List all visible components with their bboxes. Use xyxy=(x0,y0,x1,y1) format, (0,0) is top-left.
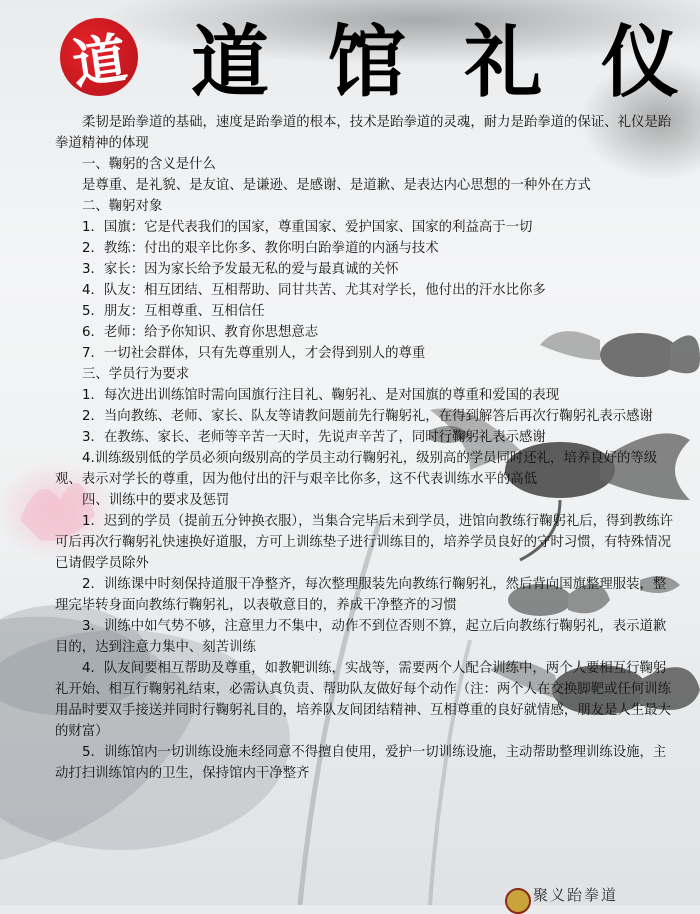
list-item: 6．老师：给予你知识、教育你思想意志 xyxy=(82,325,319,340)
list-item: 2．训练课中时刻保持道服干净整齐，每次整理服装先向教练行鞠躬礼，然后背向国旗整理服装，整理完毕转身面向教练行鞠躬礼，以表敬意目的，养成干净整齐的习惯 xyxy=(55,577,667,613)
section-heading: 一、鞠躬的含义是什么 xyxy=(82,157,216,172)
list-item: 2．当向教练、老师、家长、队友等请教问题前先行鞠躬礼，在得到解答后再次行鞠躬礼表示感谢 xyxy=(82,409,653,424)
seal-logo xyxy=(60,18,138,96)
title-char: 仪 xyxy=(600,18,679,108)
section-paragraph: 是尊重、是礼貌、是友谊、是谦逊、是感谢、是道歉、是表达内心思想的一种外在方式 xyxy=(82,178,591,193)
title-char: 道 xyxy=(190,18,269,108)
list-item: 5．朋友：互相尊重、互相信任 xyxy=(82,304,265,319)
list-item: 1．迟到的学员（提前五分钟换衣服），当集合完毕后未到学员，进馆向教练行鞠躬礼后，得到教练许可后再次行鞠躬礼快速换好道服，方可上训练垫子进行训练目的，培养学员良好的守时习惯，有特殊情况已请假学员除外 xyxy=(55,514,674,571)
list-item: 1．每次进出训练馆时需向国旗行注目礼、鞠躬礼、是对国旗的尊重和爱国的表现 xyxy=(82,388,560,403)
section-heading: 二、鞠躬对象 xyxy=(82,199,163,214)
document-body xyxy=(55,112,675,784)
section-heading: 三、学员行为要求 xyxy=(82,367,190,382)
section-heading: 四、训练中的要求及惩罚 xyxy=(82,493,230,508)
list-item: 4.训练级别低的学员必须向级别高的学员主动行鞠躬礼，级别高的学员同时还礼，培养良好的等级观、表示对学长的尊重，因为他付出的汗与艰辛比你多，这不代表训练水平的高低 xyxy=(55,451,658,487)
intro-paragraph: 柔韧是跆拳道的基础，速度是跆拳道的根本，技术是跆拳道的灵魂，耐力是跆拳道的保证、礼仪是跆拳道精神的体现 xyxy=(55,115,672,151)
list-item: 7．一切社会群体，只有先尊重别人，才会得到别人的尊重 xyxy=(82,346,426,361)
title-char: 礼 xyxy=(464,18,543,108)
list-item: 1．国旗：它是代表我们的国家，尊重国家、爱护国家、国家的利益高于一切 xyxy=(82,220,533,235)
list-item: 4．队友：相互团结、互相帮助、同甘共苦、尤其对学长，他付出的汗水比你多 xyxy=(82,283,546,298)
list-item: 3．家长：因为家长给予发最无私的爱与最真诚的关怀 xyxy=(82,262,399,277)
club-name: 聚义跆拳道 xyxy=(533,886,619,904)
list-item: 2．教练：付出的艰辛比你多、教你明白跆拳道的内涵与技术 xyxy=(82,241,439,256)
taekwondo-club-logo-icon xyxy=(505,888,531,914)
list-item: 3．训练中如气势不够，注意里力不集中，动作不到位否则不算，起立后向教练行鞠躬礼，表示道歉目的，达到注意力集中、刻苦训练 xyxy=(55,619,667,655)
page-title xyxy=(175,6,695,106)
list-item: 5．训练馆内一切训练设施未经同意不得擅自使用，爱护一切训练设施，主动帮助整理训练设施，主动打扫训练馆内的卫生，保持馆内干净整齐 xyxy=(55,745,667,781)
seal-character: 道 xyxy=(68,25,131,96)
list-item: 4．队友间要相互帮助及尊重，如教靶训练，实战等，需要两个人配合训练中，两个人要相互行鞠躬礼开始、相互行鞠躬礼结束，必需认真负责、帮助队友做好每个动作（注：两个人在交换脚靶或任何训练用品时要双手接送并同时行鞠躬礼目的，培养队友间团结精神、互相尊重的良好就情感，朋友是人生最大的财富） xyxy=(55,661,671,739)
list-item: 3．在教练、家长、老师等辛苦一天时，先说声辛苦了，同时行鞠躬礼表示感谢 xyxy=(82,430,546,445)
title-char: 馆 xyxy=(327,18,406,108)
